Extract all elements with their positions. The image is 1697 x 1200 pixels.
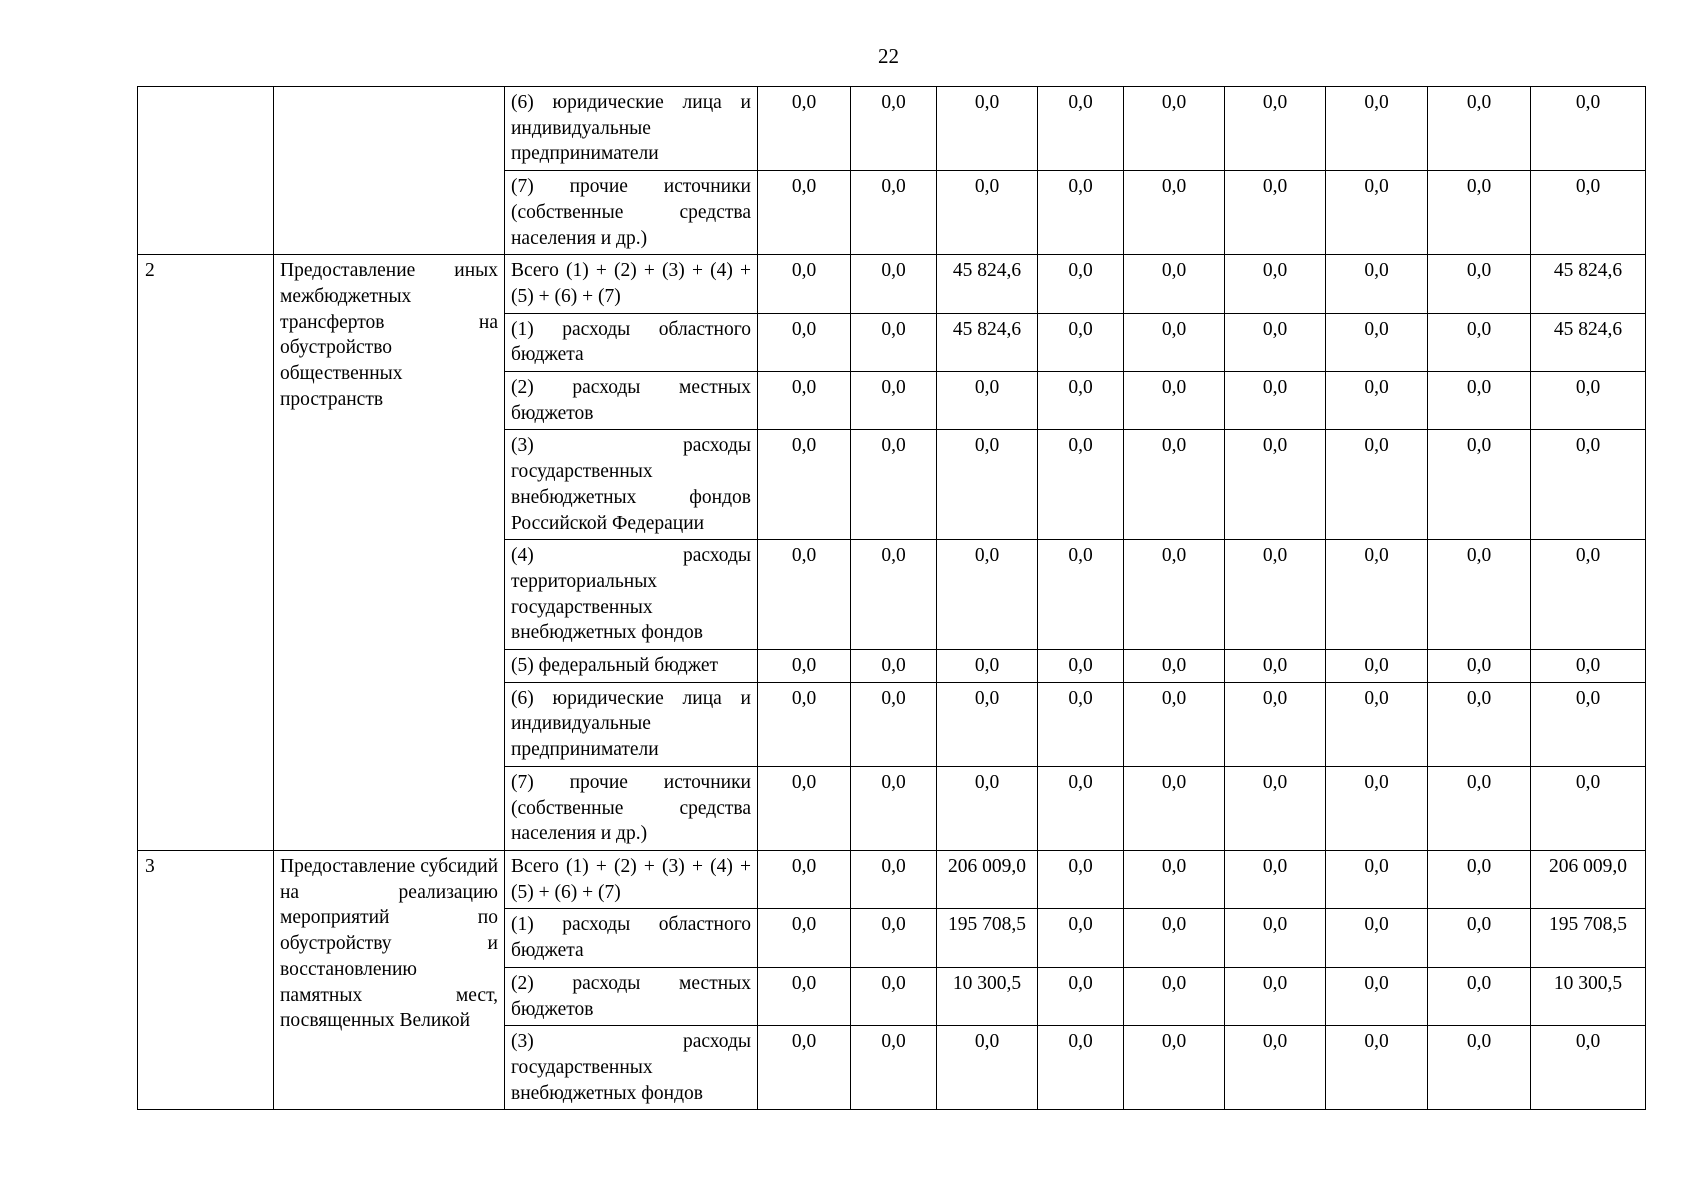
funding-source-cell: (1) расходы областного бюджета (505, 313, 758, 371)
amount-cell: 195 708,5 (937, 909, 1038, 967)
amount-cell: 0,0 (1225, 1026, 1326, 1110)
row-index-cell: 2 (138, 255, 274, 851)
amount-cell: 0,0 (1038, 650, 1124, 683)
amount-cell: 0,0 (1038, 1026, 1124, 1110)
amount-cell: 0,0 (1428, 682, 1531, 766)
amount-cell: 0,0 (937, 766, 1038, 850)
amount-cell: 0,0 (1038, 682, 1124, 766)
amount-cell: 206 009,0 (937, 850, 1038, 908)
amount-cell: 0,0 (758, 171, 851, 255)
amount-cell: 0,0 (1428, 909, 1531, 967)
amount-cell: 0,0 (758, 430, 851, 540)
funding-source-cell: (2) расходы местных бюджетов (505, 967, 758, 1025)
amount-cell: 10 300,5 (937, 967, 1038, 1025)
measure-name-cell (274, 87, 505, 255)
amount-cell: 0,0 (1225, 909, 1326, 967)
amount-cell: 0,0 (1326, 967, 1428, 1025)
amount-cell: 0,0 (937, 87, 1038, 171)
funding-source-cell: Всего (1) + (2) + (3) + (4) + (5) + (6) + (7) (505, 255, 758, 313)
amount-cell: 0,0 (937, 540, 1038, 650)
measure-name-cell: Предоставление субсидий на реализацию мероприятий по обустройству и восстановлению памятных мест, посвященных Великой (274, 850, 505, 1109)
amount-cell: 0,0 (1038, 87, 1124, 171)
amount-cell: 0,0 (937, 1026, 1038, 1110)
funding-source-cell: (2) расходы местных бюджетов (505, 372, 758, 430)
amount-cell: 0,0 (1225, 650, 1326, 683)
table-row (138, 850, 1646, 908)
amount-cell: 0,0 (1124, 909, 1225, 967)
amount-cell: 0,0 (758, 682, 851, 766)
amount-cell: 0,0 (1428, 255, 1531, 313)
amount-cell: 0,0 (1428, 850, 1531, 908)
amount-cell: 0,0 (1124, 682, 1225, 766)
table-body (138, 87, 1646, 1110)
amount-cell: 0,0 (1225, 313, 1326, 371)
amount-cell: 0,0 (758, 372, 851, 430)
amount-cell: 0,0 (1038, 540, 1124, 650)
amount-cell: 0,0 (758, 766, 851, 850)
amount-cell: 0,0 (1428, 430, 1531, 540)
amount-cell: 0,0 (758, 650, 851, 683)
amount-cell: 0,0 (758, 255, 851, 313)
amount-cell: 0,0 (1531, 171, 1646, 255)
amount-cell: 0,0 (1428, 650, 1531, 683)
amount-cell: 0,0 (1531, 766, 1646, 850)
amount-cell: 45 824,6 (1531, 313, 1646, 371)
amount-cell: 0,0 (1124, 87, 1225, 171)
amount-cell: 0,0 (1428, 967, 1531, 1025)
amount-cell: 0,0 (851, 313, 937, 371)
amount-cell: 0,0 (1326, 650, 1428, 683)
funding-source-cell: (4) расходы территориальных государственных внебюджетных фондов (505, 540, 758, 650)
amount-cell: 0,0 (937, 372, 1038, 430)
amount-cell: 0,0 (1326, 313, 1428, 371)
amount-cell: 0,0 (851, 87, 937, 171)
amount-cell: 0,0 (1428, 540, 1531, 650)
amount-cell: 0,0 (1038, 766, 1124, 850)
amount-cell: 206 009,0 (1531, 850, 1646, 908)
amount-cell: 0,0 (937, 171, 1038, 255)
funding-source-cell: (7) прочие источники (собственные средства населения и др.) (505, 171, 758, 255)
row-index-cell: 3 (138, 850, 274, 1109)
amount-cell: 0,0 (1124, 1026, 1225, 1110)
amount-cell: 45 824,6 (937, 255, 1038, 313)
amount-cell: 0,0 (758, 540, 851, 650)
amount-cell: 0,0 (1038, 372, 1124, 430)
amount-cell: 0,0 (758, 850, 851, 908)
amount-cell: 0,0 (1225, 967, 1326, 1025)
amount-cell: 0,0 (1124, 766, 1225, 850)
amount-cell: 45 824,6 (1531, 255, 1646, 313)
amount-cell: 0,0 (1531, 87, 1646, 171)
amount-cell: 0,0 (851, 766, 937, 850)
funding-source-cell: (3) расходы государственных внебюджетных фондов Российской Федерации (505, 430, 758, 540)
amount-cell: 0,0 (1326, 430, 1428, 540)
amount-cell: 0,0 (851, 430, 937, 540)
funding-source-cell: (5) федеральный бюджет (505, 650, 758, 683)
amount-cell: 0,0 (1428, 1026, 1531, 1110)
amount-cell: 0,0 (1038, 313, 1124, 371)
row-index-cell (138, 87, 274, 255)
amount-cell: 0,0 (758, 87, 851, 171)
amount-cell: 195 708,5 (1531, 909, 1646, 967)
amount-cell: 0,0 (1124, 850, 1225, 908)
amount-cell: 0,0 (1531, 430, 1646, 540)
amount-cell: 0,0 (758, 909, 851, 967)
amount-cell: 0,0 (758, 967, 851, 1025)
amount-cell: 0,0 (851, 650, 937, 683)
amount-cell: 0,0 (1531, 1026, 1646, 1110)
funding-source-cell: (6) юридические лица и индивидуальные предприниматели (505, 682, 758, 766)
amount-cell: 0,0 (1225, 850, 1326, 908)
funding-source-cell: (6) юридические лица и индивидуальные предприниматели (505, 87, 758, 171)
amount-cell: 0,0 (758, 1026, 851, 1110)
amount-cell: 0,0 (1038, 967, 1124, 1025)
amount-cell: 0,0 (1428, 766, 1531, 850)
amount-cell: 0,0 (1326, 255, 1428, 313)
amount-cell: 0,0 (1428, 171, 1531, 255)
amount-cell: 0,0 (1326, 1026, 1428, 1110)
amount-cell: 0,0 (1225, 255, 1326, 313)
amount-cell: 0,0 (1124, 313, 1225, 371)
amount-cell: 0,0 (851, 909, 937, 967)
funding-source-cell: (7) прочие источники (собственные средства населения и др.) (505, 766, 758, 850)
funding-source-cell: Всего (1) + (2) + (3) + (4) + (5) + (6) + (7) (505, 850, 758, 908)
amount-cell: 0,0 (937, 430, 1038, 540)
amount-cell: 0,0 (1225, 87, 1326, 171)
amount-cell: 0,0 (1225, 540, 1326, 650)
amount-cell: 0,0 (1326, 682, 1428, 766)
amount-cell: 0,0 (1124, 540, 1225, 650)
amount-cell: 0,0 (1038, 430, 1124, 540)
amount-cell: 0,0 (1124, 372, 1225, 430)
amount-cell: 0,0 (1124, 650, 1225, 683)
amount-cell: 0,0 (758, 313, 851, 371)
amount-cell: 0,0 (1225, 430, 1326, 540)
amount-cell: 0,0 (851, 171, 937, 255)
amount-cell: 0,0 (1326, 171, 1428, 255)
amount-cell: 0,0 (1531, 650, 1646, 683)
amount-cell: 0,0 (1038, 255, 1124, 313)
amount-cell: 0,0 (1326, 766, 1428, 850)
amount-cell: 0,0 (1124, 430, 1225, 540)
amount-cell: 0,0 (851, 1026, 937, 1110)
amount-cell: 0,0 (1225, 372, 1326, 430)
amount-cell: 0,0 (1531, 372, 1646, 430)
funding-source-cell: (1) расходы областного бюджета (505, 909, 758, 967)
amount-cell: 0,0 (937, 682, 1038, 766)
amount-cell: 0,0 (1326, 540, 1428, 650)
budget-table (137, 86, 1646, 1110)
amount-cell: 0,0 (1038, 171, 1124, 255)
amount-cell: 0,0 (1326, 850, 1428, 908)
amount-cell: 0,0 (1531, 540, 1646, 650)
funding-source-cell: (3) расходы государственных внебюджетных фондов (505, 1026, 758, 1110)
amount-cell: 0,0 (1225, 682, 1326, 766)
amount-cell: 0,0 (1428, 372, 1531, 430)
table-row (138, 87, 1646, 171)
amount-cell: 0,0 (1225, 766, 1326, 850)
amount-cell: 0,0 (851, 255, 937, 313)
amount-cell: 0,0 (1124, 171, 1225, 255)
measure-name-cell: Предоставление иных межбюджетных трансфертов на обустройство общественных пространств (274, 255, 505, 851)
amount-cell: 0,0 (851, 682, 937, 766)
amount-cell: 10 300,5 (1531, 967, 1646, 1025)
amount-cell: 0,0 (937, 650, 1038, 683)
table-row (138, 255, 1646, 313)
page-number: 22 (878, 44, 899, 68)
amount-cell: 0,0 (1428, 313, 1531, 371)
amount-cell: 45 824,6 (937, 313, 1038, 371)
amount-cell: 0,0 (1038, 850, 1124, 908)
amount-cell: 0,0 (1124, 967, 1225, 1025)
amount-cell: 0,0 (1225, 171, 1326, 255)
amount-cell: 0,0 (1326, 87, 1428, 171)
amount-cell: 0,0 (851, 967, 937, 1025)
amount-cell: 0,0 (1124, 255, 1225, 313)
amount-cell: 0,0 (1531, 682, 1646, 766)
amount-cell: 0,0 (851, 540, 937, 650)
amount-cell: 0,0 (1038, 909, 1124, 967)
amount-cell: 0,0 (851, 372, 937, 430)
amount-cell: 0,0 (1326, 909, 1428, 967)
amount-cell: 0,0 (851, 850, 937, 908)
amount-cell: 0,0 (1326, 372, 1428, 430)
amount-cell: 0,0 (1428, 87, 1531, 171)
